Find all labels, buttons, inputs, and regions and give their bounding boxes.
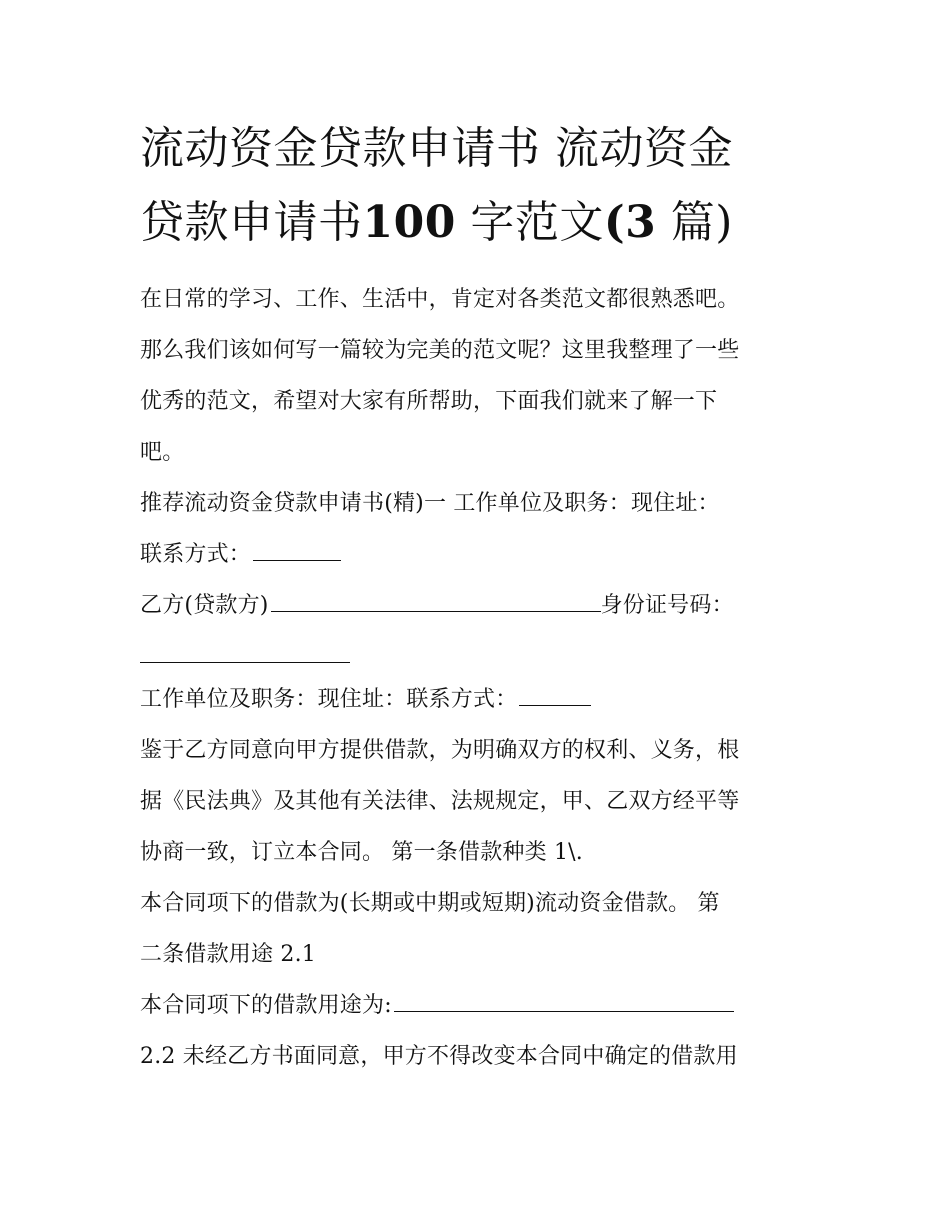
title-line-2-a: 贷款申请书 bbox=[140, 197, 363, 248]
paragraph-line: 吧。 bbox=[140, 440, 185, 465]
paragraph-line: 本合同项下的借款为(长期或中期或短期)流动资金借款。 第 bbox=[140, 891, 720, 916]
purpose-line bbox=[140, 990, 734, 1022]
paragraph-line: 在日常的学习、工作、生活中，肯定对各类范文都很熟悉吧。 bbox=[140, 287, 740, 312]
title-line-2-c: 篇) bbox=[656, 197, 733, 248]
blank-field bbox=[140, 642, 350, 663]
paragraph-line: 据《民法典》及其他有关法律、法规规定，甲、乙双方经平等 bbox=[140, 789, 740, 814]
paragraph-line: 那么我们该如何写一篇较为完美的范文呢？这里我整理了一些 bbox=[140, 338, 740, 363]
paragraph-line: 二条借款用途 2.1 bbox=[140, 942, 316, 967]
title-count: (3 bbox=[603, 197, 657, 248]
paragraph-line: 优秀的范文，希望对大家有所帮助，下面我们就来了解一下 bbox=[140, 389, 718, 414]
blank-field bbox=[519, 685, 591, 706]
work-line bbox=[140, 684, 591, 716]
id-number-label: 身份证号码： bbox=[600, 593, 734, 618]
title-number: 100 bbox=[362, 197, 456, 248]
contact-label: 联系方式： bbox=[140, 542, 252, 567]
paragraph-line: 协商一致，订立本合同。 第一条借款种类 1\. bbox=[140, 840, 583, 865]
paragraph-line: 2.2 未经乙方书面同意，甲方不得改变本合同中确定的借款用 bbox=[140, 1044, 738, 1069]
document-title bbox=[140, 112, 820, 260]
blank-field bbox=[253, 540, 341, 561]
paragraph-line: 推荐流动资金贷款申请书(精)一 工作单位及职务：现住址： bbox=[140, 491, 720, 516]
blank-field bbox=[271, 591, 601, 612]
work-label: 工作单位及职务：现住址：联系方式： bbox=[140, 687, 518, 712]
lender-label: 乙方(贷款方) bbox=[140, 593, 269, 618]
blank-line bbox=[140, 641, 350, 673]
lender-line bbox=[140, 590, 734, 622]
blank-field bbox=[394, 991, 734, 1012]
title-line-2-b: 字范文 bbox=[455, 197, 604, 248]
contact-line bbox=[140, 539, 341, 571]
title-line-1: 流动资金贷款申请书 流动资金 bbox=[140, 123, 733, 174]
purpose-label: 本合同项下的借款用途为: bbox=[140, 993, 392, 1018]
paragraph-line: 鉴于乙方同意向甲方提供借款，为明确双方的权利、义务，根 bbox=[140, 738, 740, 763]
